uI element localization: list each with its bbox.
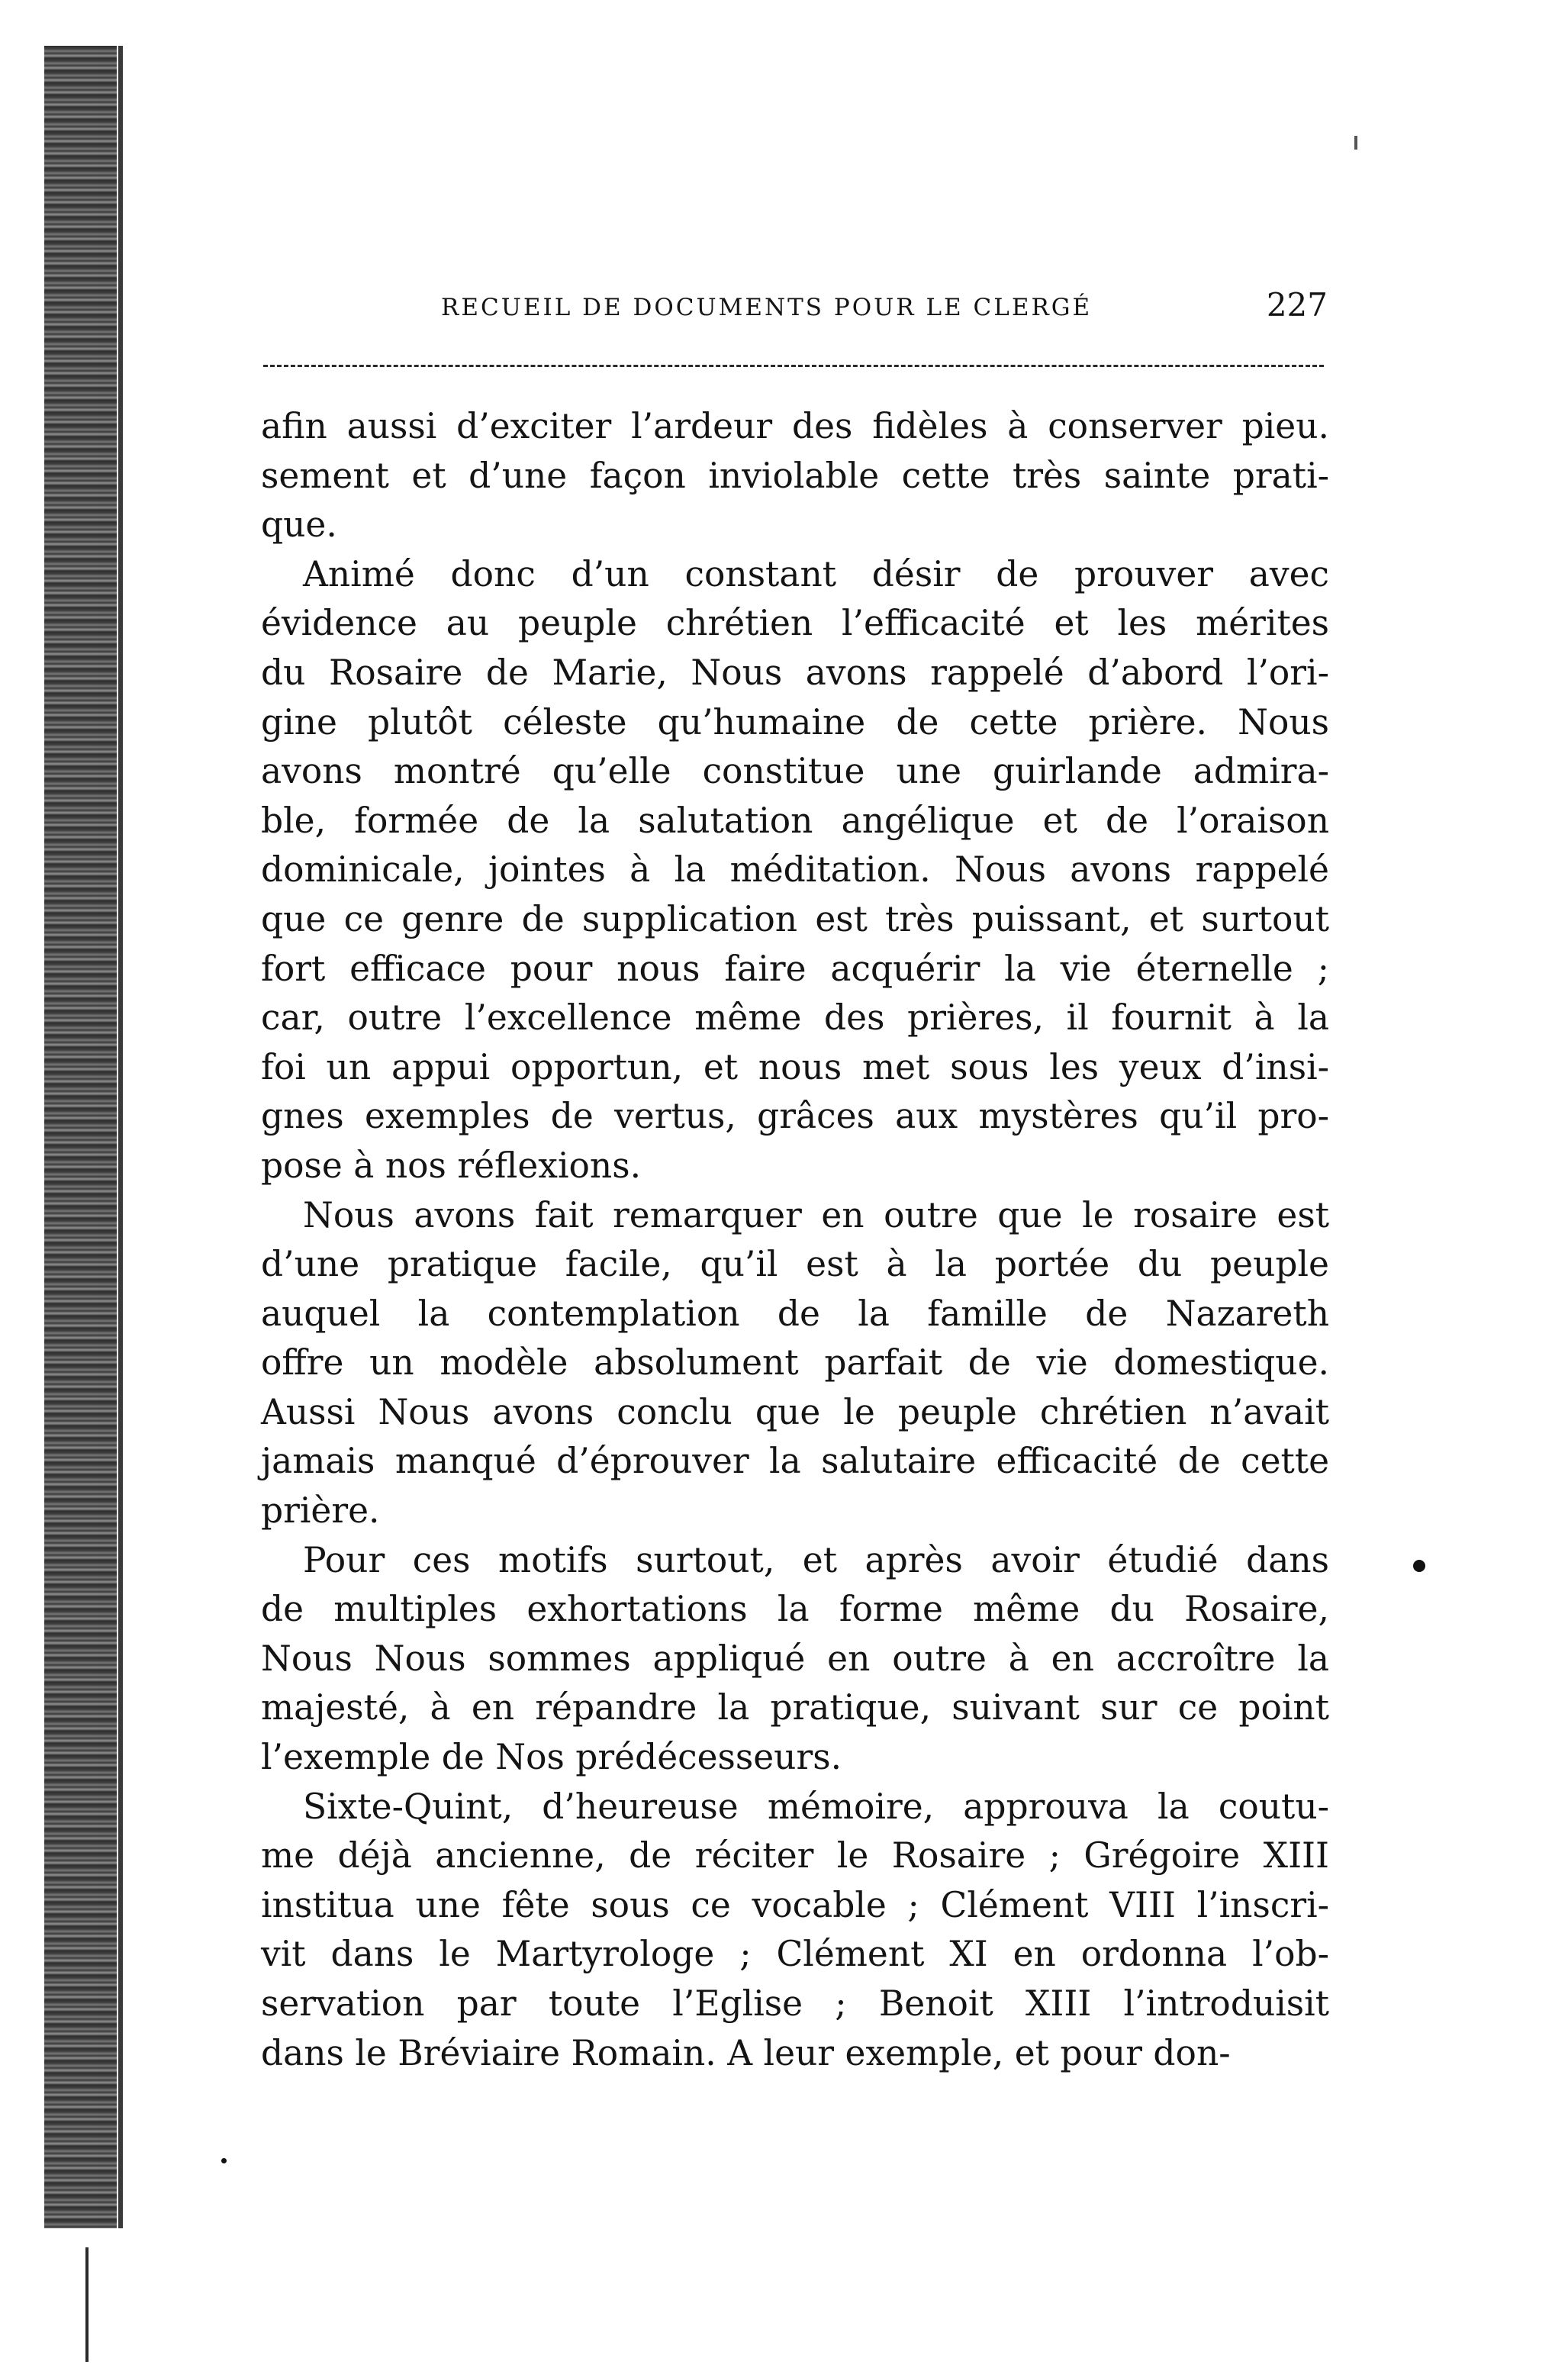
text-line: évidence au peuple chrétien l’efficacité et les mérites bbox=[261, 603, 1329, 644]
scan-binding-edge bbox=[44, 46, 117, 2228]
text-line: dominicale, jointes à la méditation. Nous avons rappelé bbox=[261, 849, 1329, 891]
scan-speck bbox=[1354, 136, 1357, 150]
paragraph bbox=[261, 550, 1329, 1191]
text-line: offre un modèle absolument parfait de vie domestique. bbox=[261, 1342, 1329, 1384]
text-line: Nous Nous sommes appliqué en outre à en accroître la bbox=[261, 1638, 1329, 1679]
text-line: que ce genre de supplication est très puissant, et surtout bbox=[261, 898, 1329, 939]
text-line: ble, formée de la salutation angélique et de l’oraison bbox=[261, 800, 1329, 841]
text-line: sement et d’une façon inviolable cette très sainte prati- bbox=[261, 455, 1329, 496]
text-line: servation par toute l’Eglise ; Benoit XIII l’introduisit bbox=[261, 1983, 1329, 2024]
text-line: majesté, à en répandre la pratique, suivant sur ce point bbox=[261, 1687, 1329, 1728]
text-line: que. bbox=[261, 504, 337, 546]
text-line: vit dans le Martyrologe ; Clément XI en ordonna l’ob- bbox=[261, 1934, 1329, 1975]
text-line: fort efficace pour nous faire acquérir la vie éternelle ; bbox=[261, 948, 1329, 989]
text-line: du Rosaire de Marie, Nous avons rappelé d’abord l’ori- bbox=[261, 652, 1329, 693]
scan-binding-stub bbox=[85, 2247, 119, 2362]
text-line: me déjà ancienne, de réciter le Rosaire ; Grégoire XIII bbox=[261, 1835, 1329, 1877]
text-line: Aussi Nous avons conclu que le peuple chrétien n’avait bbox=[261, 1391, 1329, 1432]
text-line: afin aussi d’exciter l’ardeur des fidèles à conserver pieu. bbox=[261, 406, 1329, 446]
paragraph bbox=[261, 1191, 1329, 1536]
text-line: gine plutôt céleste qu’humaine de cette prière. Nous bbox=[261, 701, 1329, 743]
page-number: 227 bbox=[1266, 286, 1328, 324]
text-line: pose à nos réflexions. bbox=[261, 1145, 642, 1186]
text-line: foi un appui opportun, et nous met sous les yeux d’insi- bbox=[261, 1046, 1329, 1087]
header-rule bbox=[263, 365, 1324, 367]
text-line: car, outre l’excellence même des prières, il fournit à la bbox=[261, 997, 1329, 1039]
paragraph bbox=[261, 402, 1329, 550]
text-line: auquel la contemplation de la famille de Nazareth bbox=[261, 1293, 1329, 1334]
running-title: RECUEIL DE DOCUMENTS POUR LE CLERGÉ bbox=[441, 294, 1093, 321]
text-line: Sixte-Quint, d’heureuse mémoire, approuva la coutu- bbox=[303, 1786, 1329, 1827]
text-line: Animé donc d’un constant désir de prouver avec bbox=[303, 553, 1329, 594]
scan-speck bbox=[221, 2158, 227, 2163]
text-line: institua une fête sous ce vocable ; Clément VIII l’inscri- bbox=[261, 1884, 1329, 1925]
running-header bbox=[259, 286, 1328, 332]
text-line: Nous avons fait remarquer en outre que le rosaire est bbox=[303, 1194, 1329, 1235]
paragraph bbox=[261, 1536, 1329, 1783]
text-line: dans le Bréviaire Romain. A leur exemple, et pour don- bbox=[261, 2032, 1231, 2073]
text-line: jamais manqué d’éprouver la salutaire efficacité de cette bbox=[261, 1441, 1329, 1482]
text-line: l’exemple de Nos prédécesseurs. bbox=[261, 1737, 842, 1778]
text-line: Pour ces motifs surtout, et après avoir étudié dans bbox=[303, 1539, 1329, 1580]
text-line: avons montré qu’elle constitue une guirlande admira- bbox=[261, 751, 1329, 792]
text-line: prière. bbox=[261, 1490, 380, 1532]
body-text bbox=[261, 402, 1329, 2078]
text-line: gnes exemples de vertus, grâces aux mystères qu’il pro- bbox=[261, 1096, 1329, 1137]
scan-speck bbox=[1413, 1560, 1425, 1572]
paragraph bbox=[261, 1783, 1329, 2079]
text-line: de multiples exhortations la forme même du Rosaire, bbox=[261, 1589, 1329, 1630]
text-line: d’une pratique facile, qu’il est à la portée du peuple bbox=[261, 1244, 1329, 1285]
